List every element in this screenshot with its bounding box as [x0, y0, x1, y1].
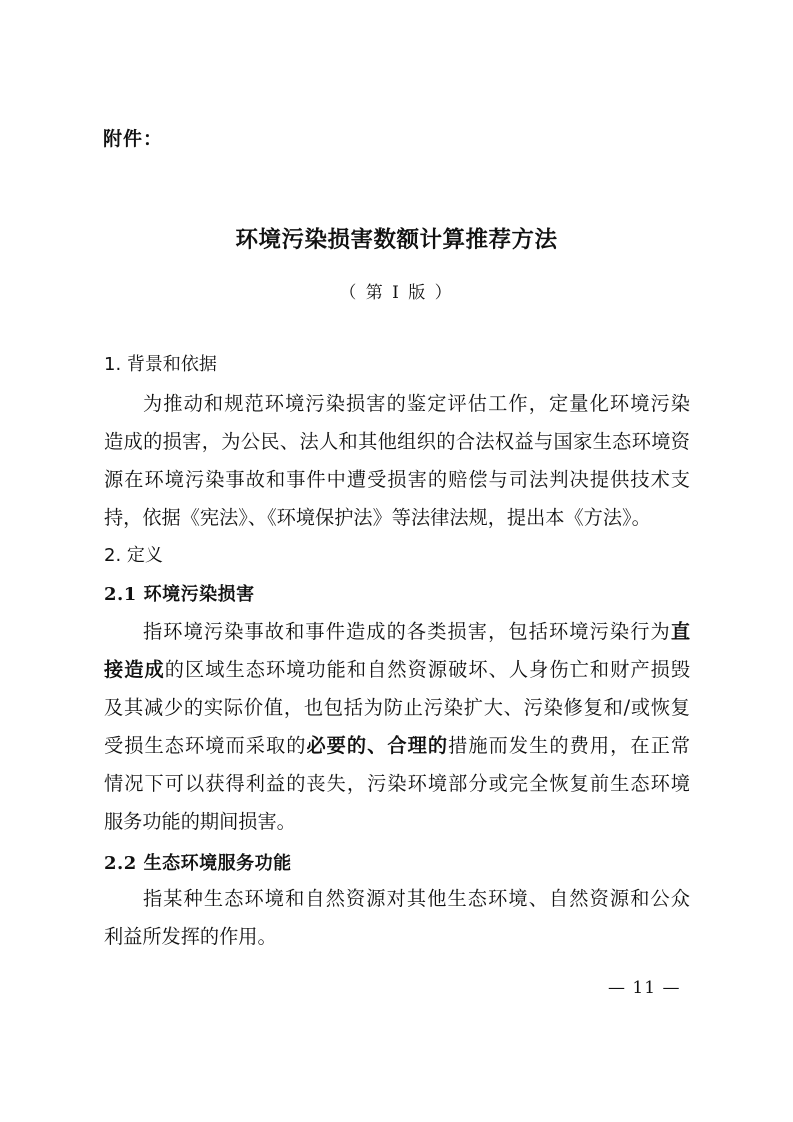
paragraph-line: 服务功能的期间损害。 [104, 810, 296, 833]
section-background-paragraph [104, 385, 690, 537]
document-version: （ 第 I 版 ） [339, 283, 454, 303]
paragraph-line: 为推动和规范环境污染损害的鉴定评估工作，定量化环境污染 [143, 392, 690, 415]
paragraph-line: 情况下可以获得利益的丧失，污染环境部分或完全恢复前生态环境 [104, 772, 690, 795]
subsection-ecosystem-services-paragraph [104, 880, 690, 956]
paragraph-line [104, 727, 690, 765]
paragraph-line: 造成的损害，为公民、法人和其他组织的合法权益与国家生态环境资 [104, 430, 690, 453]
attachment-label: 附件： [103, 128, 164, 150]
section-heading-definitions: 2. 定义 [104, 545, 163, 566]
emphasis-text: 必要的、合理的 [306, 734, 449, 757]
paragraph-line [104, 613, 690, 651]
paragraph-text: 措施而发生的费用，在正常 [448, 734, 691, 757]
paragraph-text: 指环境污染事故和事件造成的各类损害，包括环境污染行为 [143, 620, 671, 643]
emphasis-text: 接造成 [104, 658, 165, 681]
page-number: — 11 — [608, 978, 681, 998]
paragraph-line: 持，依据《宪法》、《环境保护法》等法律法规，提出本《方法》。 [104, 506, 651, 529]
subsection-heading-environmental-damage: 2.1 环境污染损害 [104, 584, 255, 605]
subsection-environmental-damage-paragraph [104, 613, 690, 841]
paragraph-line [104, 651, 690, 689]
document-title: 环境污染损害数额计算推荐方法 [235, 227, 558, 253]
emphasis-text: 直 [670, 620, 690, 643]
paragraph-line: 及其减少的实际价值，也包括为防止污染扩大、污染修复和/或恢复 [104, 696, 690, 719]
paragraph-text: 受损生态环境而采取的 [104, 734, 307, 757]
section-heading-background: 1. 背景和依据 [104, 354, 217, 375]
paragraph-line: 源在环境污染事故和事件中遭受损害的赔偿与司法判决提供技术支 [104, 468, 690, 491]
paragraph-line: 指某种生态环境和自然资源对其他生态环境、自然资源和公众 [143, 887, 690, 910]
paragraph-line: 利益所发挥的作用。 [104, 925, 277, 948]
paragraph-text: 的区域生态环境功能和自然资源破坏、人身伤亡和财产损毁 [164, 658, 691, 681]
subsection-heading-ecosystem-services: 2.2 生态环境服务功能 [104, 853, 292, 874]
